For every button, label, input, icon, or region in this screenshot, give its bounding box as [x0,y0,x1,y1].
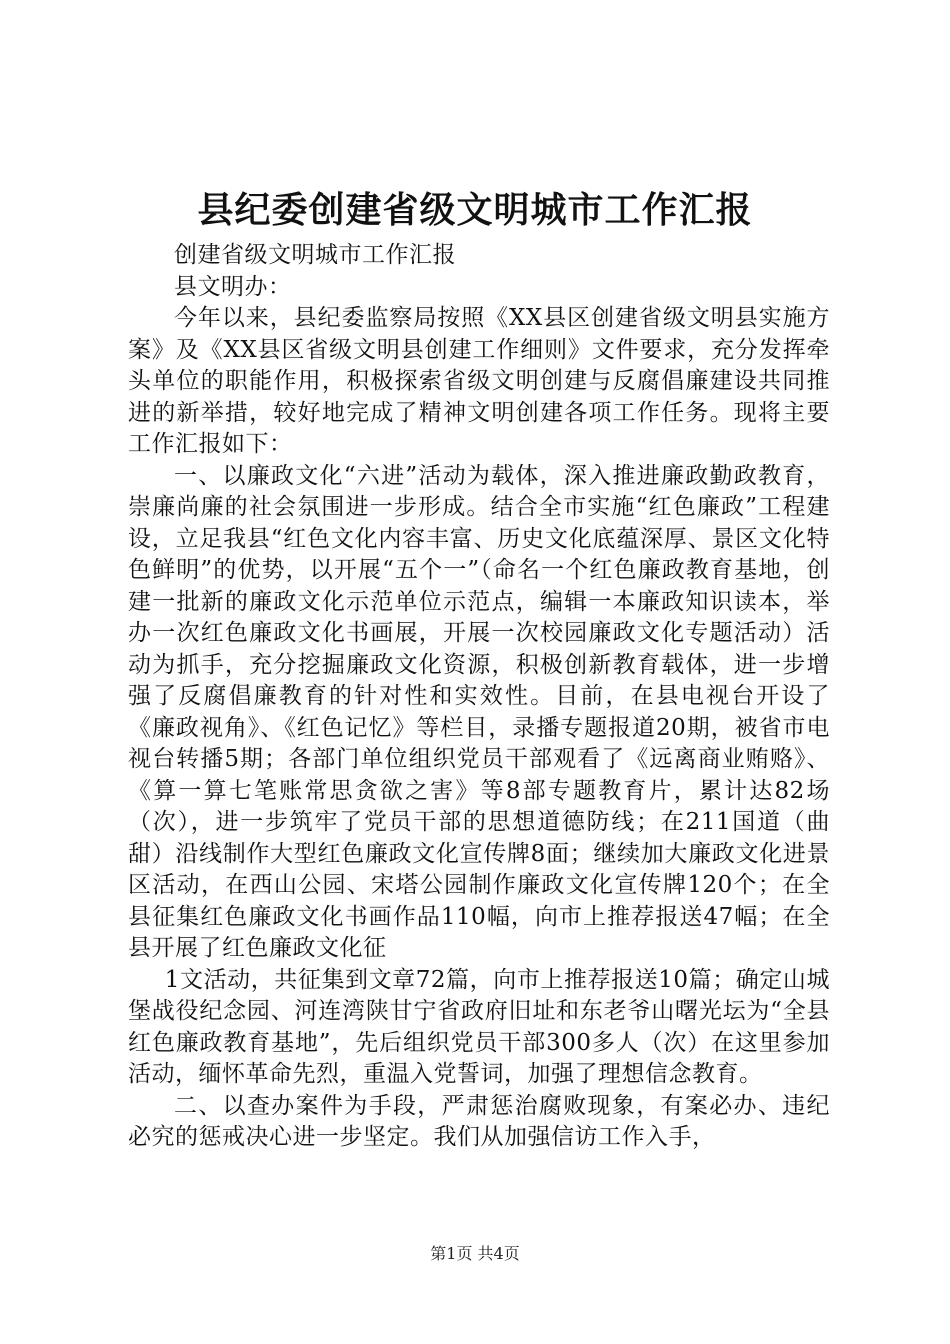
subtitle-line: 创建省级文明城市工作汇报 [174,242,456,268]
addressee-line: 县文明办： [174,273,292,300]
page-footer: 第1页 共4页 [430,1244,520,1263]
paragraph-section-one-continued: 1文活动，共征集到文章72篇，向市上推荐报送10篇；确定山城堡战役纪念园、河连湾陕甘宁省政府旧址和东老爷山曙光坛为“全县红色廉政教育基地”，先后组织党员干部300多人（次）在这里参加活动，缅怀革命先烈，重温入党誓词，加强了理想信念教育。 [128,966,830,1087]
paragraph-section-two: 二、以查办案件为手段，严肃惩治腐败现象，有案必办、违纪必究的惩戒决心进一步坚定。我们从加强信访工作入手， [128,1092,830,1150]
paragraph-intro: 今年以来，县纪委监察局按照《XX县区创建省级文明县实施方案》及《XX县区省级文明县创建工作细则》文件要求，充分发挥牵头单位的职能作用，积极探索省级文明创建与反腐倡廉建设共同推进的新举措，较好地完成了精神文明创建各项工作任务。现将主要工作汇报如下： [128,305,830,457]
document-body [128,240,830,1154]
paragraph-section-one: 一、以廉政文化“六进”活动为载体，深入推进廉政勤政教育，崇廉尚廉的社会氛围进一步形成。结合全市实施“红色廉政”工程建设，立足我县“红色文化内容丰富、历史文化底蕴深厚、景区文化特色鲜明”的优势，以开展“五个一”（命名一个红色廉政教育基地，创建一批新的廉政文化示范单位示范点，编辑一本廉政知识读本，举办一次红色廉政文化书画展，开展一次校园廉政文化专题活动）活动为抓手，充分挖掘廉政文化资源，积极创新教育载体，进一步增强了反腐倡廉教育的针对性和实效性。目前，在县电视台开设了《廉政视角》、《红色记忆》等栏目，录播专题报道20期，被省市电视台转播5期；各部门单位组织党员干部观看了《远离商业贿赂》、《算一算七笔账常思贪欲之害》等8部专题教育片，累计达82场（次），进一步筑牢了党员干部的思想道德防线；在211国道（曲甜）沿线制作大型红色廉政文化宣传牌8面；继续加大廉政文化进景区活动，在西山公园、宋塔公园制作廉政文化宣传牌120个；在全县征集红色廉政文化书画作品110幅，向市上推荐报送47幅；在全县开展了红色廉政文化征 [128,462,830,961]
document-title: 县纪委创建省级文明城市工作汇报 [197,189,753,231]
